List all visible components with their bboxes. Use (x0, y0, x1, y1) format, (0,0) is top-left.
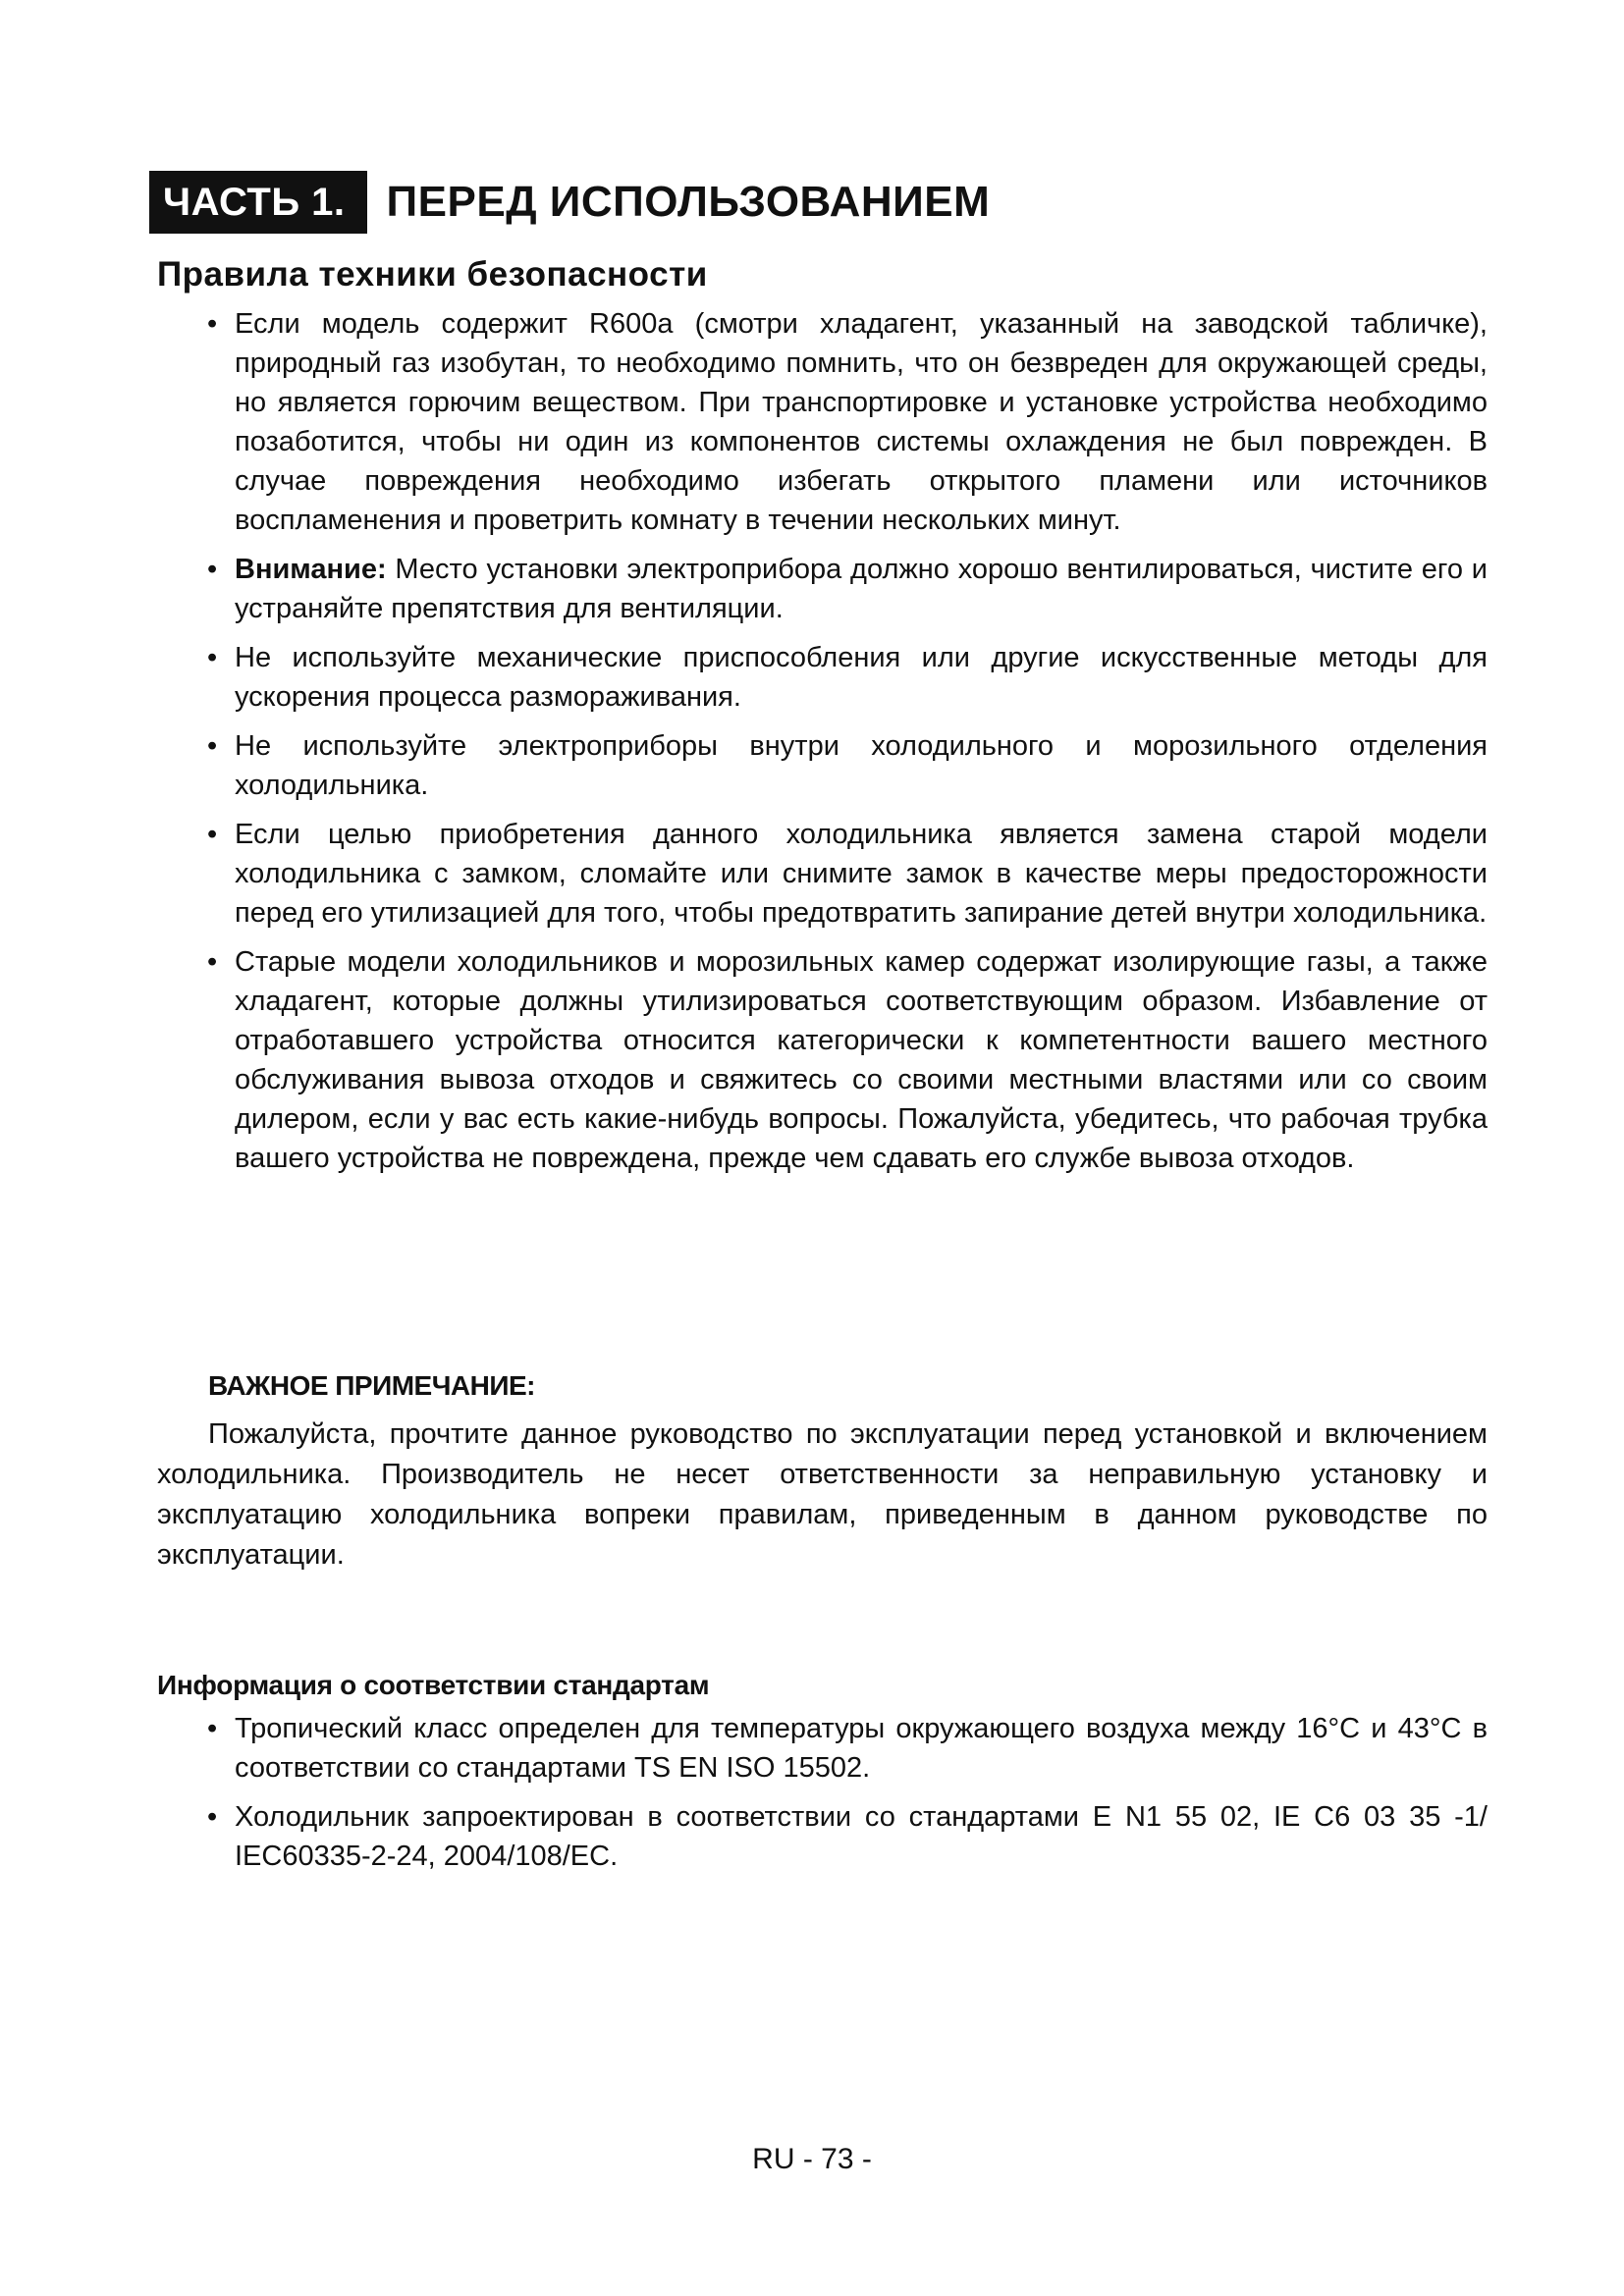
warning-label: Внимание: (235, 554, 387, 585)
part-badge: ЧАСТЬ 1. (149, 171, 367, 234)
safety-list (201, 304, 1488, 1188)
list-item: • Если модель содержит R600a (смотри хладагент, указанный на заводской табличке), природный газ изобутан, то необходимо помнить, что он безвреден для окружающей среды, но является горючим веществом. При транспортировке и установке устройства необходимо позаботится, чтобы ни один из компонентов системы охлаждения не был поврежден. В случае повреждения необходимо избегать открытого пламени или источников воспламенения и проветрить комнату в течении нескольких минут. (201, 304, 1488, 540)
standards-section-title: Информация о соответствии стандартам (157, 1670, 710, 1700)
part-header (149, 171, 990, 234)
list-item: • Не используйте механические приспособления или другие искусственные методы для ускорения процесса размораживания. (201, 638, 1488, 717)
list-item: • Старые модели холодильников и морозильных камер содержат изолирующие газы, а также хладагент, которые должны утилизироваться соответствующим образом. Избавление от отработавшего устройства относится категорически к компетентности вашего местного обслуживания вывоза отходов и свяжитесь со своими местными властями или со своим дилером, если у вас есть какие-нибудь вопросы. Пожалуйста, убедитесь, что рабочая трубка вашего устройства не повреждена, прежде чем сдавать его службе вывоза отходов. (201, 942, 1488, 1178)
list-item: • Не используйте электроприборы внутри холодильного и морозильного отделения холодильника. (201, 726, 1488, 805)
important-note-title: ВАЖНОЕ ПРИМЕЧАНИЕ: (208, 1370, 535, 1401)
list-item: • Холодильник запроектирован в соответствии со стандартами E N1 55 02, IE C6 03 35 -1/ IEC60335-2-24, 2004/108/EC. (201, 1797, 1488, 1876)
safety-section-title: Правила техники безопасности (157, 255, 708, 294)
page-number: RU - 73 - (752, 2143, 872, 2175)
page-title: ПЕРЕД ИСПОЛЬЗОВАНИЕМ (386, 178, 991, 226)
list-item: • Тропический класс определен для температуры окружающего воздуха между 16°C и 43°C в соответствии со стандартами TS EN ISO 15502. (201, 1709, 1488, 1788)
important-note-text: Пожалуйста, прочтите данное руководство по эксплуатации перед установкой и включением холодильника. Производитель не несет ответственности за неправильную установку и эксплуатацию холодильника вопреки правилам, приведенным в данном руководстве по эксплуатации. (157, 1418, 1488, 1571)
standards-list (201, 1709, 1488, 1886)
list-item: • Если целью приобретения данного холодильника является замена старой модели холодильника с замком, сломайте или снимите замок в качестве меры предосторожности перед его утилизацией для того, чтобы предотвратить запирание детей внутри холодильника. (201, 815, 1488, 933)
list-item: • Внимание: Место установки электроприбора должно хорошо вентилироваться, чистите его и устраняйте препятствия для вентиляции. (201, 550, 1488, 628)
